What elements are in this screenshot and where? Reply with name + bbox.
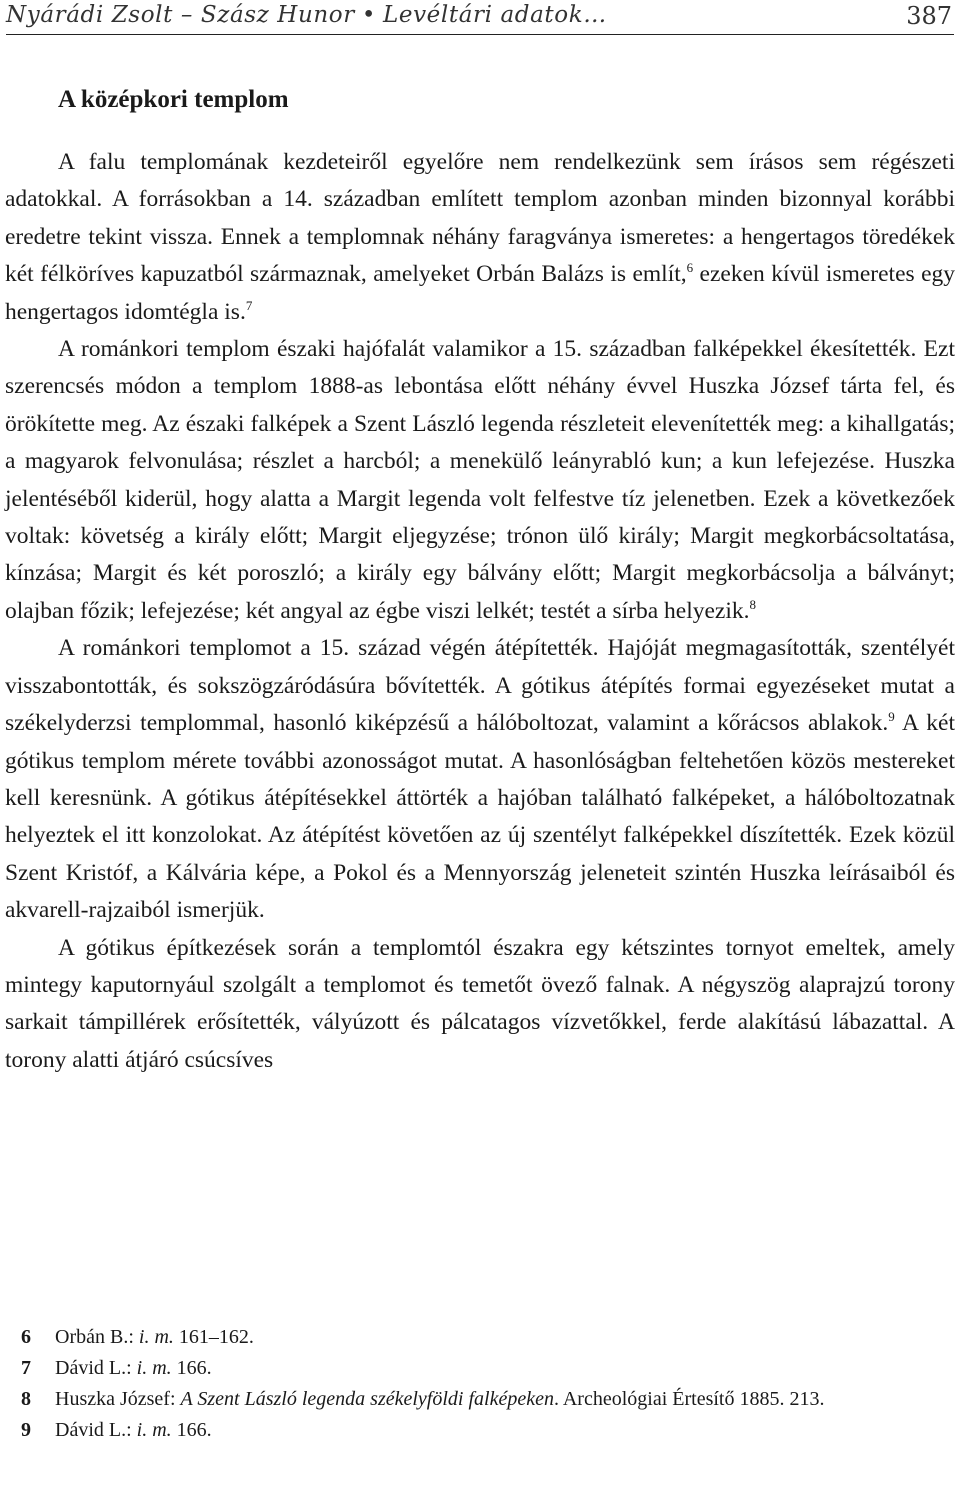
paragraph [5, 144, 955, 331]
paragraph [5, 331, 955, 630]
italic-text: A Szent László legenda székelyföldi falképeken [180, 1388, 554, 1410]
text-run: Dávid L.: [55, 1357, 137, 1379]
text-run: Orbán B.: [55, 1326, 139, 1348]
running-head [6, 2, 607, 28]
text-run: A románkori templom északi hajófalát valamikor a 15. században falképekkel ékesítették. Ezt szerencsés módon a templom 1888-as lebontása előtt néhány évvel Huszka József tárta fel, és örökítette meg. Az északi falképek a Szent László legenda részleteit elevenítették meg: a kihallgatás; a magyarok felvonulása; részlet a harcból; a menekülő leányrabló kun; a kun lefejezése. Huszka jelentéséből kiderül, hogy alatta a Margit legenda volt felfestve tíz jelenetben. Ezek a következőek voltak: követség a király előtt; Margit eljegyzése; trónon ülő király; Margit megkorbácsoltatása, kínzása; Margit és két poroszló; a király egy bálvány előtt; Margit megkorbácsolja a bálványt; olajban főzik; lefejezése; két angyal az égbe viszi lelkét; testét a sírba helyezik. [5, 336, 955, 624]
page-number: 387 [906, 2, 952, 30]
footnote-number: 8 [21, 1388, 31, 1410]
footnote-number: 7 [21, 1357, 31, 1379]
text-run: Huszka József: [55, 1388, 181, 1410]
footnote-number: 9 [21, 1419, 31, 1441]
footnotes [5, 1322, 955, 1446]
footnote [5, 1415, 955, 1446]
footnote-reference: 9 [888, 709, 895, 725]
footnote-reference: 8 [749, 597, 756, 613]
main-content [5, 80, 955, 1079]
paragraph [5, 930, 955, 1080]
footnote-reference: 7 [245, 297, 253, 313]
text-run: . Archeológiai Értesítő 1885. 213. [553, 1388, 825, 1410]
footnote [5, 1322, 955, 1353]
bullet-separator: • [361, 2, 376, 28]
running-head-authors: Nyárádi Zsolt – Szász Hunor [6, 2, 355, 28]
text-run: A két gótikus templom mérete további azonosságot mutat. A hasonlóságban feltehetően közös mestereket kell keresnünk. A gótikus átépítésekkel áttörték a hajóban található falképeket, a hálóboltozatnak helyeztek el itt konzolokat. Az átépítést követően az új szentélyt falképekkel díszítették. Ezek közül Szent Kristóf, a Kálvária képe, a Pokol és a Mennyország jeleneteit szintén Huszka leírásaiból és akvarell-rajzaiból ismerjük. [5, 710, 956, 924]
body-text [5, 144, 955, 1079]
text-run: A gótikus építkezések során a templomtól északra egy kétszintes tornyot emeltek, amely mintegy kaputornyául szolgált a templomot és temetőt övező falnak. A négyszög alaprajzú torony sarkait támpillérek erősítették, vályúzott és pálcatagos vízvetőkkel, ferde alakítású lábazattal. A torony alatti átjáró csúcsíves [5, 934, 955, 1073]
footnote-number: 6 [21, 1326, 31, 1348]
italic-text: i. m. [138, 1326, 174, 1348]
text-run: ezeken kívül ismeretes egy hengertagos idomtégla is. [5, 261, 955, 325]
footnote [5, 1353, 955, 1384]
footnote-reference: 6 [686, 260, 694, 276]
italic-text: i. m. [136, 1357, 172, 1379]
paragraph [5, 630, 955, 929]
text-run: A falu templomának kezdeteiről egyelőre nem rendelkezünk sem írásos sem régészeti adatokkal. A forrásokban a 14. században említett templom azonban minden bizonnyal korábbi eredetre tekint vissza. Ennek a templomnak néhány faragványa ismeretes: a hengertagos töredékek két félköríves kapuzatból származnak, amelyeket Orbán Balázs is említ, [5, 149, 955, 288]
text-run: Dávid L.: [55, 1419, 137, 1441]
text-run: 166. [171, 1419, 212, 1441]
text-run: 161–162. [173, 1326, 254, 1348]
page-header [6, 0, 954, 35]
text-run: A románkori templomot a 15. század végén átépítették. Hajóját megmagasították, szentélyét visszabontották, és sokszögzáródásúra bővítették. A gótikus átépítés formai egyezéseket mutat a székelyderzsi templommal, hasonló kiképzésű a hálóboltozat, valamint a kőrácsos ablakok. [5, 635, 955, 737]
footnote [5, 1384, 955, 1415]
running-head-title: Levéltári adatok… [383, 2, 607, 28]
section-title: A középkori templom [58, 86, 289, 113]
text-run: 166. [171, 1357, 212, 1379]
italic-text: i. m. [136, 1419, 172, 1441]
